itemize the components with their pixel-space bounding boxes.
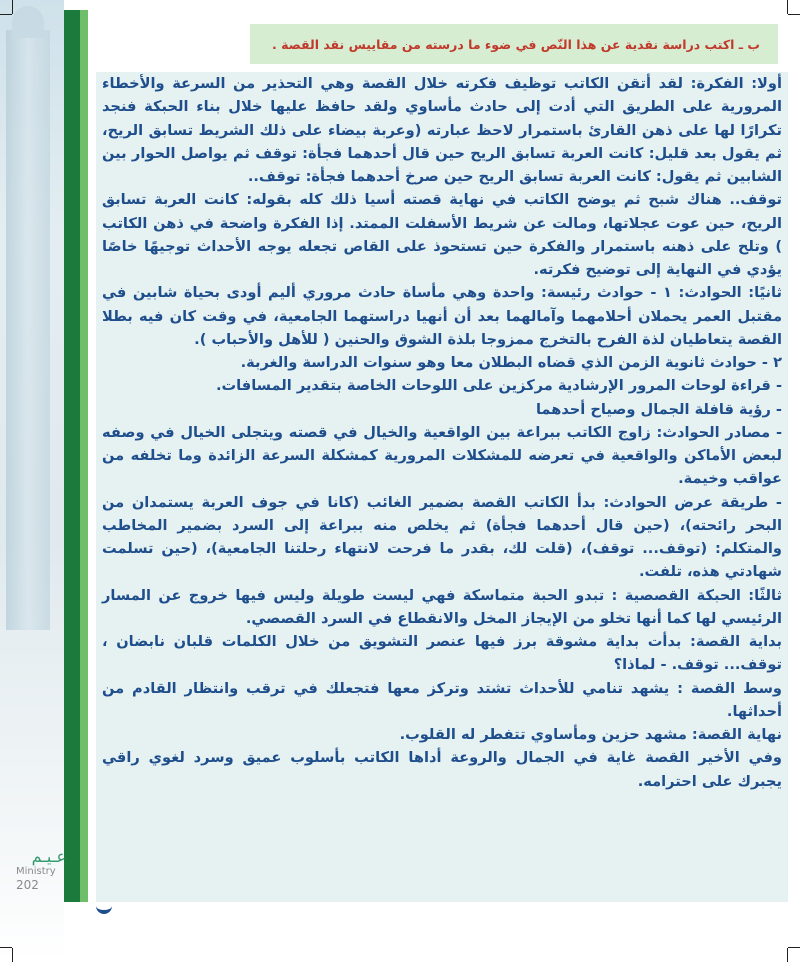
light-green-side-bar xyxy=(80,10,88,902)
paragraph-story-beginning: بداية القصة: بدأت بداية مشوقة برز فيها عنصر التشويق من خلال الكلمات قلبان نابضان ، توقف... توقف. - لماذا؟ xyxy=(102,633,782,674)
instruction-text: ب ـ اكتب دراسة نقدية عن هذا النّص في ضوء ما درسته من مقاييس نقد القصة . xyxy=(272,36,760,52)
crop-mark xyxy=(788,14,800,15)
crop-mark xyxy=(0,14,12,15)
crop-mark xyxy=(12,948,13,962)
side-decoration-image xyxy=(0,0,64,962)
paragraph-conclusion: وفي الأخير القصة غاية في الجمال والروعة أداها الكاتب بأسلوب عميق وسرد لغوي راقي يجبرك على احترامه. xyxy=(102,749,782,790)
paragraph-story-ending: نهاية القصة: مشهد حزين ومأساوي تتفطر له القلوب. xyxy=(399,726,782,743)
paragraph-story-middle: وسط القصة : يشهد تنامي للأحداث تشتد وتركز معها فتجعلك في ترقب وانتظار القادم من أحداثها. xyxy=(102,679,782,720)
paragraph-idea-continued: توقف.. هناك شبح ثم يوضح الكاتب في نهاية قصته أسيا ذلك كله بقوله: كانت العربة تسابق الريح، حين عوت عجلاتها، ومالت عن شريط الأسفلت الممتد. إذا الفكرة واضحة في ذهن الكاتب ) وتلح على ذهنه باستمرار والفكرة حين تستحوذ على القاص تجعله يوجه الأحداث توجيهًا خاصًا يؤدي في النهاية إلى توضيح فكرته. xyxy=(102,191,782,278)
crop-mark xyxy=(0,947,12,948)
logo-english-text: Ministry xyxy=(16,866,56,877)
paragraph-narration-method: - طريقة عرض الحوادث: بدأ الكاتب القصة بضمير الغائب (كانا في جوف العربة يستمدان من البحر رائحته)، (حين قال أحدهما فجأة) ثم يخلص منه ببراعة إلى السرد بضمير المخاطب والمتكلم: (توقف... توقف)، (قلت لك، بقدر ما فرحت لانتهاء رحلتنا الجامعية)، (حين تسلمت شهادتي هذه، تلفت. xyxy=(102,493,782,581)
logo-year-text: 202 xyxy=(16,878,39,892)
ministry-logo xyxy=(16,848,66,892)
crop-mark xyxy=(788,947,800,948)
logo-arabic-text: عـيـم xyxy=(31,847,66,866)
paragraph-camel-caravan: - رؤية قافلة الجمال وصياح أحدهما xyxy=(535,400,782,418)
paragraph-traffic-signs: - قراءة لوحات المرور الإرشادية مركزين على اللوحات الخاصة بتقدير المسافات. xyxy=(215,377,782,395)
paragraph-idea: أولا: الفكرة: لقد أتقن الكاتب توظيف فكرته خلال القصة وهي التحذير من السرعة والأخطاء المرورية على الطريق التي أدت إلى حادث مأساوي ولقد حافظ عليها خلال بناء الحبكة فنجد تكرارًا لها على ذهن القارئ باستمرار لاحظ عبارته (وعربة بيضاء على ذلك الشريط تسابق الريح، ثم يقول بعد قليل: كانت العربة تسابق الريح حين قال أحدهما فجأة: توقف ثم يواصل الحوار بين الشابين ثم يقول: كانت العربة تسابق الريح حين صرخ أحدهما فجأة: توقف.. xyxy=(102,75,782,185)
crop-mark xyxy=(787,948,788,962)
page-corner-marker xyxy=(96,900,112,914)
paragraph-plot: ثالثًا: الحبكة القصصية : تبدو الحبة متماسكة فهي ليست طويلة وليس فيها خروج عن المسار الرئيسي لها كما أنها تخلو من الإيجاز المخل والانقطاع في السرد القصصي. xyxy=(102,586,782,627)
crop-mark xyxy=(787,0,788,14)
paragraph-events-secondary: ٢ - حوادث ثانوية الزمن الذي قضاه البطلان معا وهو سنوات الدراسة والغربة. xyxy=(240,354,782,371)
instruction-banner xyxy=(250,24,778,64)
answer-panel xyxy=(96,72,788,902)
minaret-illustration xyxy=(6,30,50,630)
green-side-bar xyxy=(64,10,80,902)
crop-mark xyxy=(12,0,13,14)
paragraph-events-main: ثانيًا: الحوادث: ١ - حوادث رئيسة: واحدة وهي مأساة حادث مروري أليم أودى بحياة شابين في مقتبل العمر يحملان أحلامهما وآمالهما بعد أن أنهيا دراستهما الجامعية، في وقت كان فيه بطلا القصة يتعاطيان لذة الفرح بالتخرج ممزوجا بلذة الشوق والحنين ( للأهل والأحباب ). xyxy=(102,284,782,348)
paragraph-event-sources: - مصادر الحوادث: زاوج الكاتب ببراعة بين الواقعية والخيال في قصته ويتجلى الخيال في وصفه لبعض الأماكن والواقعية في تعرضه للمشكلات المرورية كمشكلة السرعة الزائدة وما تخلفه من عواقب وخيمة. xyxy=(102,423,782,488)
